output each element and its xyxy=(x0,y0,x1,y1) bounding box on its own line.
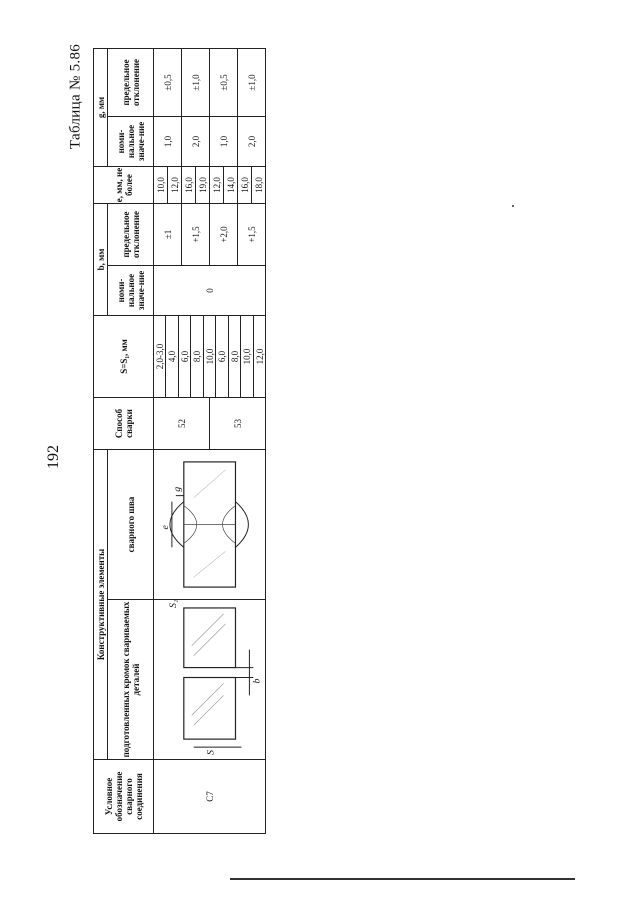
rotated-table-wrapper xyxy=(93,49,265,834)
g-nominal-cell: 1,0 xyxy=(154,117,182,166)
sketch-label-s: S xyxy=(205,750,217,756)
header-weld: сварного шва xyxy=(108,449,154,599)
e-cell: 16,0 xyxy=(182,167,196,203)
edges-sketch-cell xyxy=(154,600,266,760)
b-deviation-cell: +1,5 xyxy=(182,204,210,265)
g-deviation-cell: ±0,5 xyxy=(154,49,182,116)
header-e-group: e, мм, не более xyxy=(94,166,154,203)
welding-method-cells xyxy=(154,398,265,449)
g-deviation-cell: ±1,0 xyxy=(246,74,257,91)
method-cell: 53 xyxy=(232,418,243,428)
header-welding-method: Способ сварки xyxy=(94,397,154,449)
thickness-cell: 10,0 xyxy=(241,316,253,397)
header-thickness: S=S₁, мм xyxy=(94,315,154,397)
thickness-cell: 10,0 xyxy=(204,316,216,397)
prepared-edges-sketch xyxy=(154,600,265,759)
e-cell: 18,0 xyxy=(253,177,264,193)
e-cell: 12,0 xyxy=(168,167,182,203)
header-prepared-edges: подготовленных кромок свариваемых деталей xyxy=(108,600,154,760)
b-deviation-cell: +1,5 xyxy=(246,226,257,243)
e-cell: 12,0 xyxy=(210,167,224,203)
header-designation: Условное обозначение сварного соединения xyxy=(94,760,154,834)
header-g-deviation: предельное отклонение xyxy=(108,48,154,116)
thickness-cell: 4,0 xyxy=(166,316,178,397)
weld-sketch xyxy=(154,450,265,599)
g-nominal-cell: 2,0 xyxy=(182,117,210,166)
table-title: Таблица № 5.86 xyxy=(67,43,84,150)
header-b-group: b, мм xyxy=(94,203,108,315)
thickness-cells xyxy=(154,316,265,397)
weld-sketch-cell xyxy=(154,449,266,599)
sketch-label-g: g xyxy=(171,486,183,492)
header-g-nominal: номи-нальное значе-ние xyxy=(108,116,154,166)
e-cell: 14,0 xyxy=(224,167,238,203)
b-nominal-value: 0 xyxy=(154,265,266,315)
header-g-group: g, мм xyxy=(94,48,108,166)
header-b-deviation: предельное отклонение xyxy=(108,203,154,265)
g-deviation-cell: ±1,0 xyxy=(182,49,210,116)
sketch-label-s1: S₁ xyxy=(167,600,179,608)
thickness-cell: 8,0 xyxy=(229,316,241,397)
e-cell: 10,0 xyxy=(154,167,168,203)
header-b-nominal: номи-нальное значе-ние xyxy=(108,265,154,315)
b-deviation-cell: ±1 xyxy=(154,204,182,265)
g-nominal-cells xyxy=(154,117,265,166)
scan-speck xyxy=(512,205,514,207)
method-cell: 52 xyxy=(154,398,210,449)
welding-table xyxy=(93,48,266,834)
e-cell: 16,0 xyxy=(238,167,252,203)
b-deviation-cells xyxy=(154,204,265,265)
e-cell: 19,0 xyxy=(196,167,210,203)
designation-value: С7 xyxy=(154,760,266,834)
thickness-cell: 12,0 xyxy=(254,348,265,365)
b-deviation-cell: +2,0 xyxy=(210,204,238,265)
thickness-cell: 6,0 xyxy=(179,316,191,397)
g-nominal-cell: 2,0 xyxy=(246,135,257,148)
thickness-cell: 6,0 xyxy=(216,316,228,397)
thickness-cell: 8,0 xyxy=(191,316,203,397)
header-structural-elements: Конструктивные элементы xyxy=(94,449,108,759)
thickness-cell: 2,0-3,0 xyxy=(154,316,166,397)
e-cells xyxy=(154,167,265,203)
scan-bottom-line xyxy=(230,878,575,880)
g-deviation-cells xyxy=(154,49,265,116)
sketch-label-e: e xyxy=(159,525,171,530)
page-number: 192 xyxy=(45,445,62,469)
sketch-label-b: b xyxy=(251,678,263,684)
g-deviation-cell: ±0,5 xyxy=(210,49,238,116)
g-nominal-cell: 1,0 xyxy=(210,117,238,166)
